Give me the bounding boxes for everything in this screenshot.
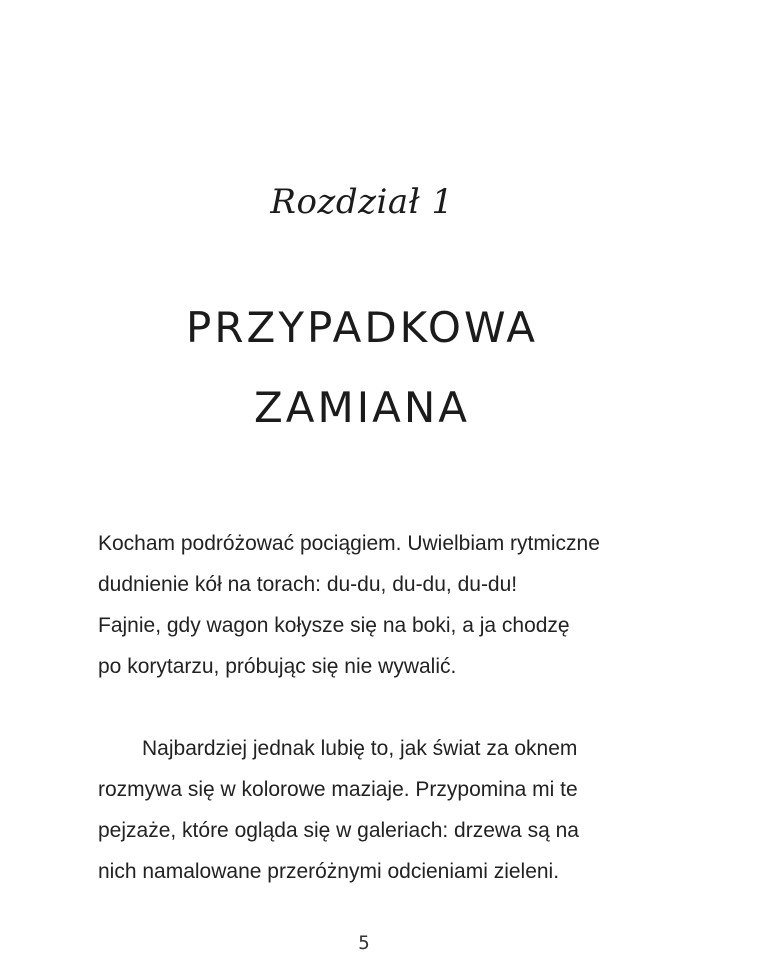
text-line: dudnienie kół na torach: du-du, du-du, du-du! [98,573,518,596]
text-line: Najbardziej jednak lubię to, jak świat za oknem [142,737,578,760]
chapter-title-line: PRZYPADKOWA [186,303,538,352]
text-line: Kocham podróżować pociągiem. Uwielbiam rytmiczne [98,532,600,555]
paragraph [98,523,658,687]
text-line: pejzaże, które ogląda się w galeriach: drzewa są na [98,819,579,842]
text-line: nich namalowane przeróżnymi odcieniami zieleni. [98,860,560,883]
text-line: rozmywa się w kolorowe maziaje. Przypomina mi te [98,778,578,801]
chapter-title-line: ZAMIANA [253,383,470,432]
text-line: po korytarzu, próbując się nie wywalić. [98,655,457,678]
chapter-label: Rozdział 1 [270,182,454,222]
paragraph [98,728,658,892]
text-line: Fajnie, gdy wagon kołysze się na boki, a ja chodzę [98,614,570,637]
chapter-title [0,288,724,448]
page-number: 5 [358,932,370,954]
